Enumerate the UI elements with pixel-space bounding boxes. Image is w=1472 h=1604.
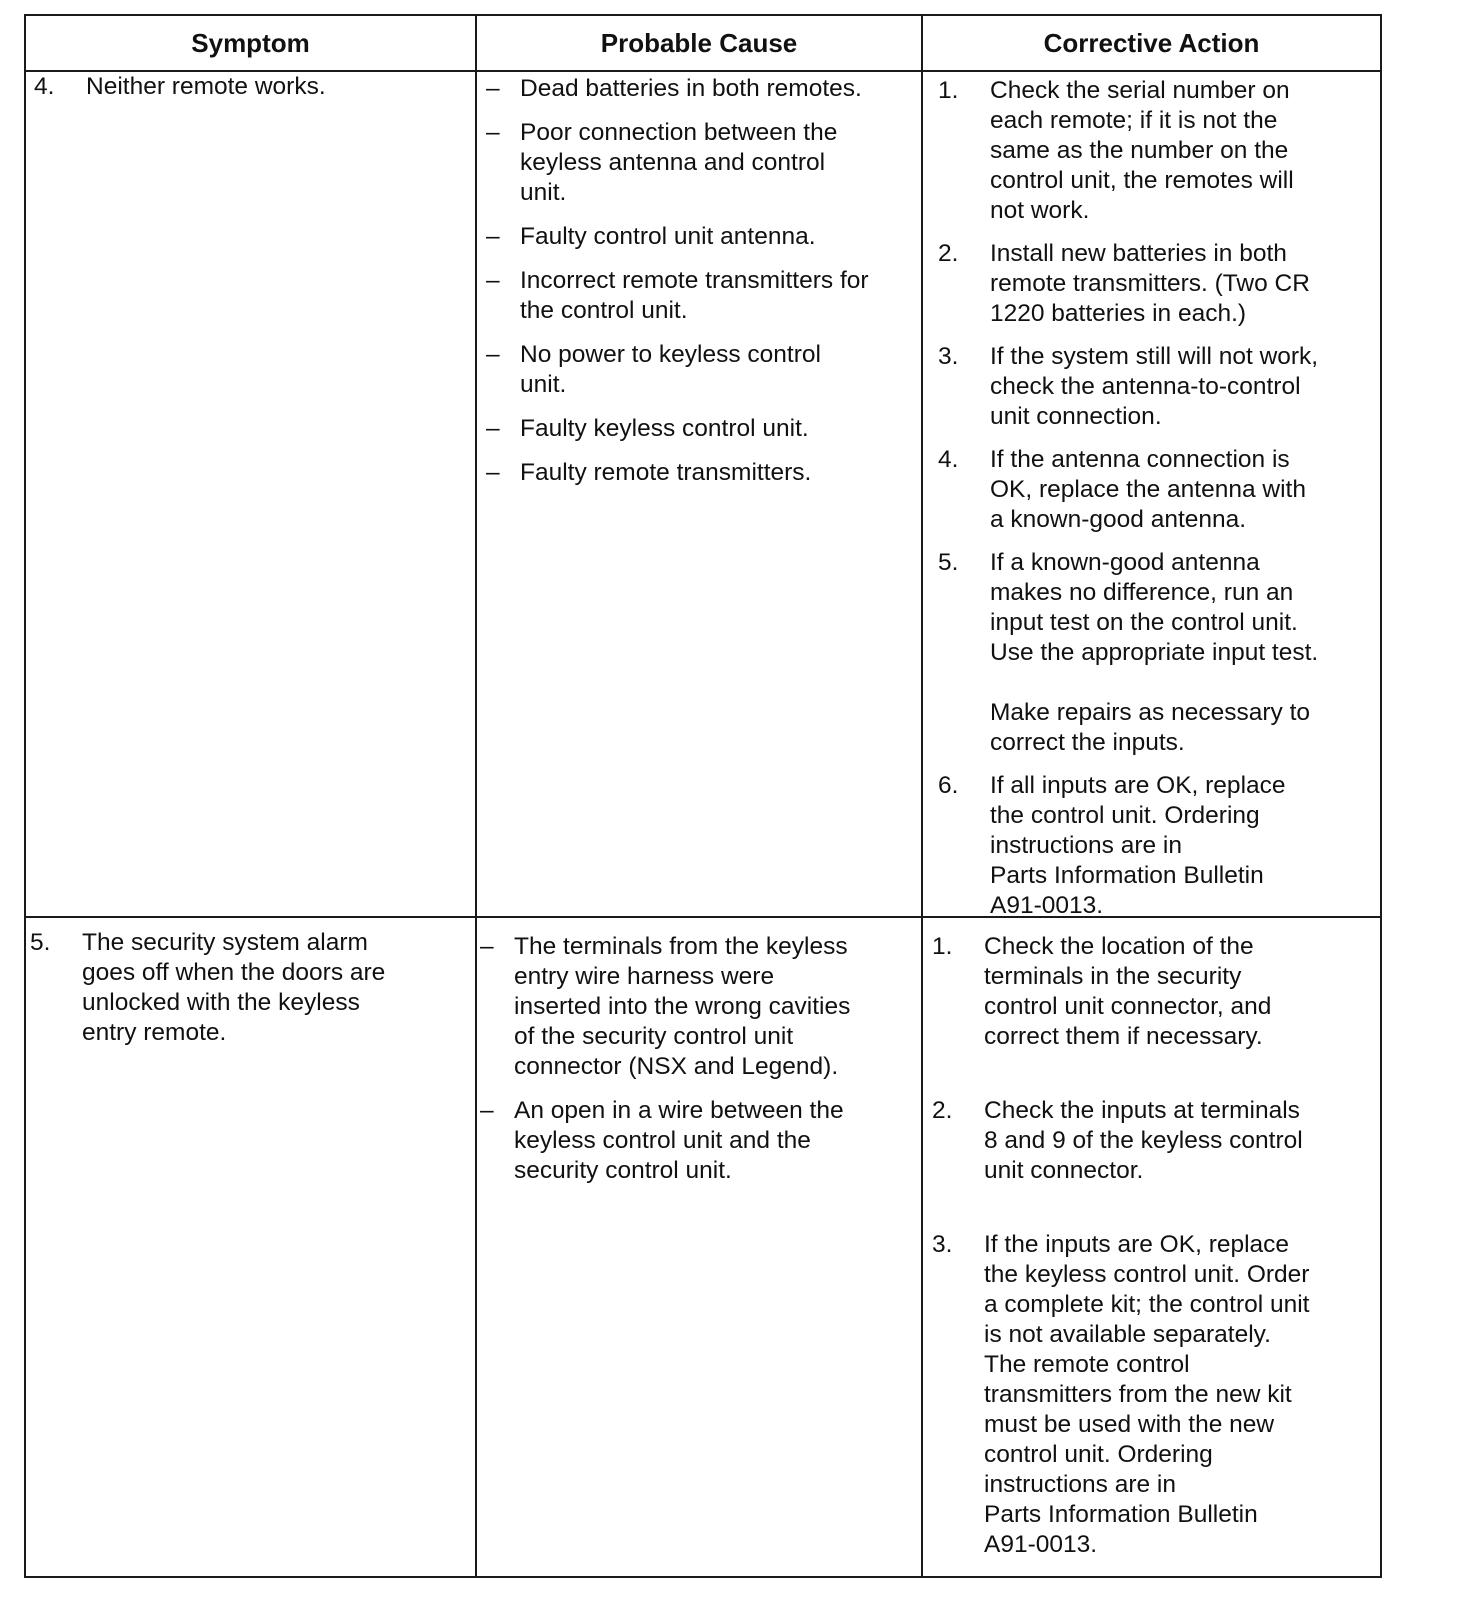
symptom-row-5	[30, 928, 470, 1048]
cause-item: – Faulty remote transmitters.	[486, 459, 812, 486]
header-probable-cause: Probable Cause	[600, 27, 798, 58]
cause-item: – Dead batteries in both remotes.	[486, 75, 862, 102]
actions-row-5	[932, 932, 1378, 1573]
symptom-row-4	[34, 72, 464, 102]
cause-item: – Incorrect remote transmitters for the control unit.	[486, 267, 869, 324]
action-item: 3. If the inputs are OK, replace the keyless control unit. Order a complete kit; the control unit is not available separately. The remote control transmitters from the new kit must be used with the new control unit. Ordering instructions are in Parts Information Bulletin A91-0013.	[932, 1231, 1310, 1558]
cause-item: – Faulty control unit antenna.	[486, 223, 816, 250]
cause-item: – The terminals from the keyless entry wire harness were inserted into the wrong cavities of the security control unit connector (NSX and Legend).	[480, 933, 851, 1080]
column-divider	[475, 16, 477, 1576]
cause-item: – Faulty keyless control unit.	[486, 415, 809, 442]
actions-row-4	[938, 76, 1378, 934]
causes-row-4	[486, 74, 916, 502]
header-symptom: Symptom	[191, 27, 310, 58]
cause-item: – Poor connection between the keyless antenna and control unit.	[486, 119, 838, 206]
action-item: 1. Check the serial number on each remote; if it is not the same as the number on the control unit, the remotes will not work.	[938, 77, 1294, 224]
symptom-number: 5.	[30, 929, 51, 956]
cause-item: – No power to keyless control unit.	[486, 341, 821, 398]
symptom-number: 4.	[34, 73, 55, 100]
action-item: 2. Install new batteries in both remote transmitters. (Two CR 1220 batteries in each.)	[938, 240, 1310, 327]
action-item: 1. Check the location of the terminals in the security control unit connector, and correct them if necessary.	[932, 933, 1272, 1050]
action-item: 2. Check the inputs at terminals 8 and 9 of the keyless control unit connector.	[932, 1097, 1303, 1184]
symptom-text: The security system alarm goes off when the doors are unlocked with the keyless entry remote.	[82, 929, 386, 1046]
action-item: 4. If the antenna connection is OK, replace the antenna with a known-good antenna.	[938, 446, 1306, 533]
action-item: 6. If all inputs are OK, replace the control unit. Ordering instructions are in Parts Information Bulletin A91-0013.	[938, 772, 1286, 919]
action-item: 3. If the system still will not work, check the antenna-to-control unit connection.	[938, 343, 1319, 430]
action-item: 5. If a known-good antenna makes no difference, run an input test on the control unit. Use the appropriate input test. Make repairs as necessary to correct the inputs.	[938, 549, 1319, 756]
header-corrective-action: Corrective Action	[1043, 27, 1260, 58]
troubleshooting-table	[24, 14, 1382, 1578]
symptom-text: Neither remote works.	[86, 73, 326, 100]
cause-item: – An open in a wire between the keyless control unit and the security control unit.	[480, 1097, 844, 1184]
column-divider	[921, 16, 923, 1576]
causes-row-5	[480, 932, 916, 1200]
